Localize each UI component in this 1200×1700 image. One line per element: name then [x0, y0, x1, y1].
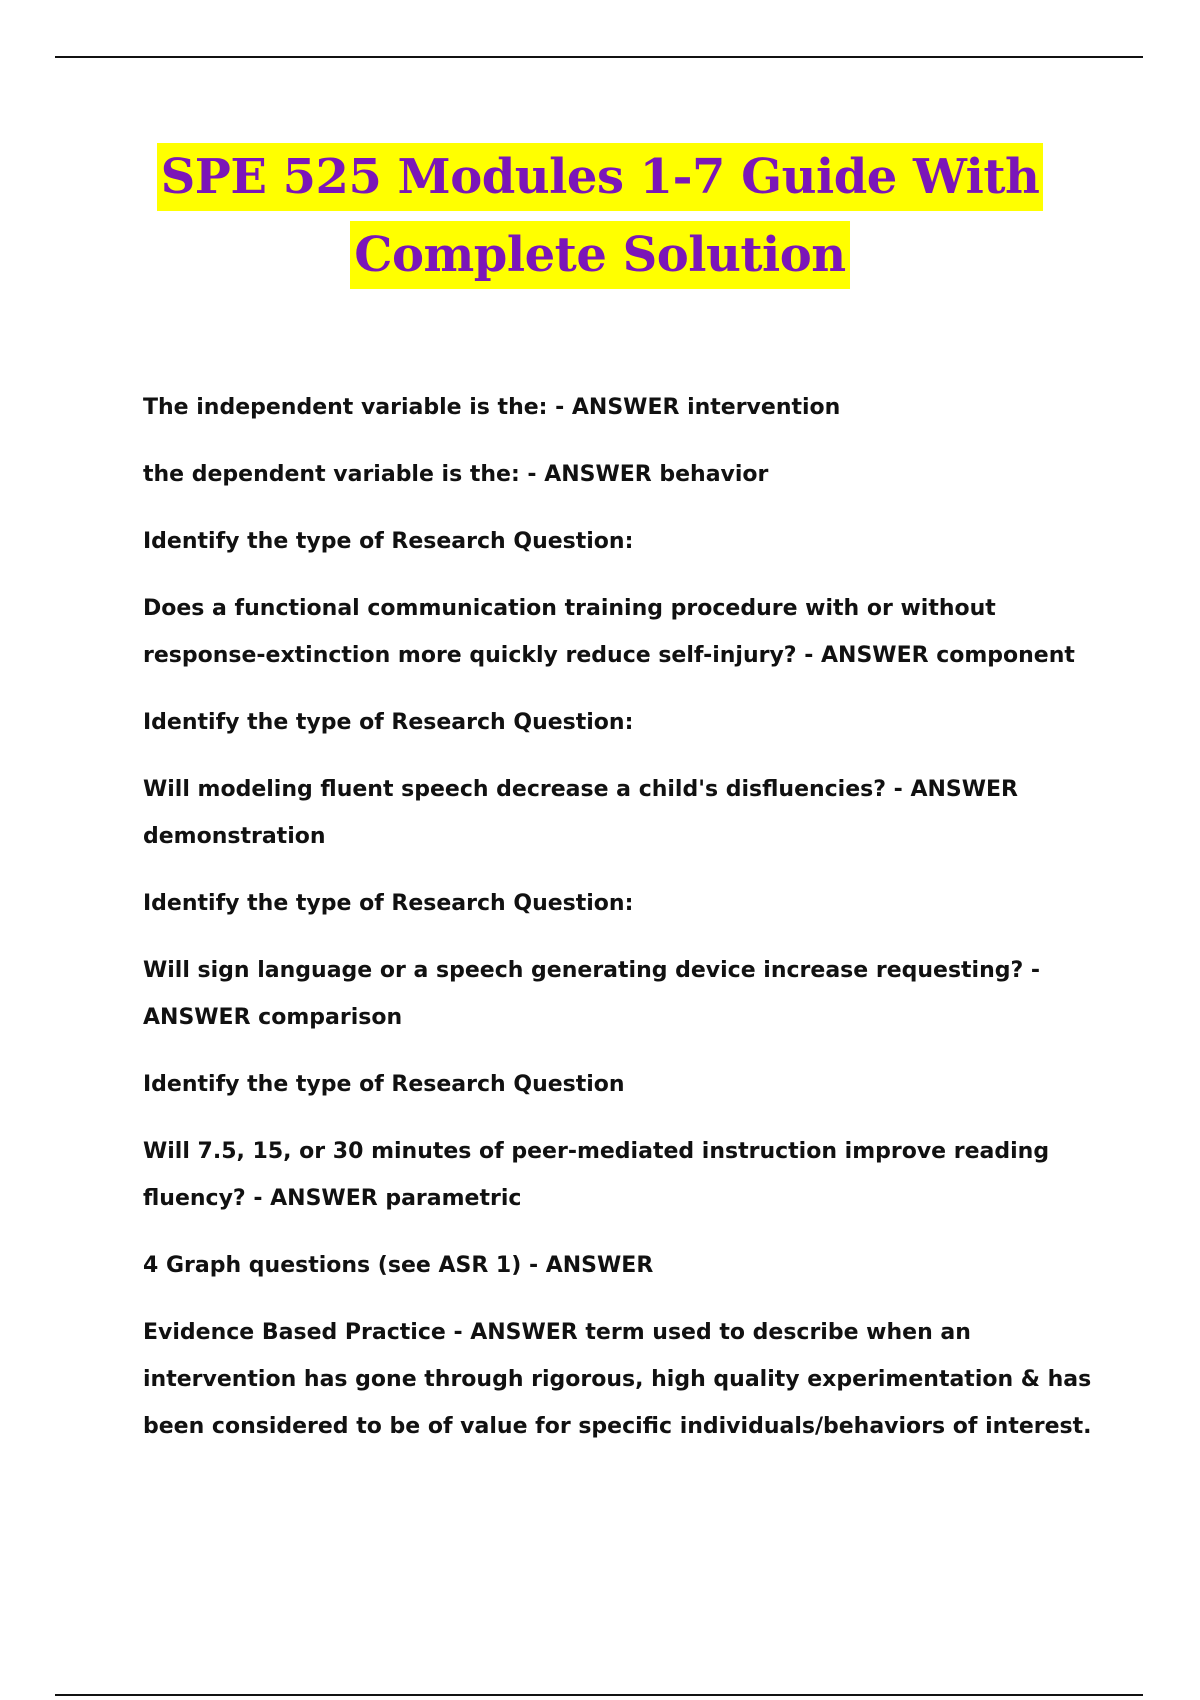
qa-paragraph: Identify the type of Research Question:	[143, 529, 634, 554]
header-rule	[55, 56, 1143, 58]
qa-paragraph: 4 Graph questions (see ASR 1) - ANSWER	[143, 1253, 654, 1278]
document-title	[0, 143, 1200, 289]
title-line-2: Complete Solution	[350, 221, 849, 289]
qa-paragraph: Will 7.5, 15, or 30 minutes of peer-mediated instruction improve reading fluency? - ANSWER parametric	[143, 1139, 1050, 1211]
qa-paragraph: the dependent variable is the: - ANSWER behavior	[143, 462, 769, 487]
qa-paragraph: Identify the type of Research Question	[143, 1072, 625, 1097]
qa-paragraph: Identify the type of Research Question:	[143, 891, 634, 916]
qa-paragraph: Evidence Based Practice - ANSWER term used to describe when an intervention has gone through rigorous, high quality experimentation & has been considered to be of value for specific individuals/behaviors of interest.	[143, 1320, 1092, 1439]
qa-paragraph: Will modeling fluent speech decrease a child's disfluencies? - ANSWER demonstration	[143, 777, 1018, 849]
title-line-1: SPE 525 Modules 1-7 Guide With	[157, 143, 1044, 211]
footer-rule	[55, 1694, 1143, 1696]
qa-paragraph: Identify the type of Research Question:	[143, 710, 634, 735]
qa-paragraph: Does a functional communication training procedure with or without response-extinction more quickly reduce self-injury? - ANSWER component	[143, 596, 1075, 668]
qa-paragraph: The independent variable is the: - ANSWER intervention	[143, 395, 841, 420]
document-body	[143, 384, 1093, 1470]
qa-paragraph: Will sign language or a speech generating device increase requesting? - ANSWER comparison	[143, 958, 1041, 1030]
